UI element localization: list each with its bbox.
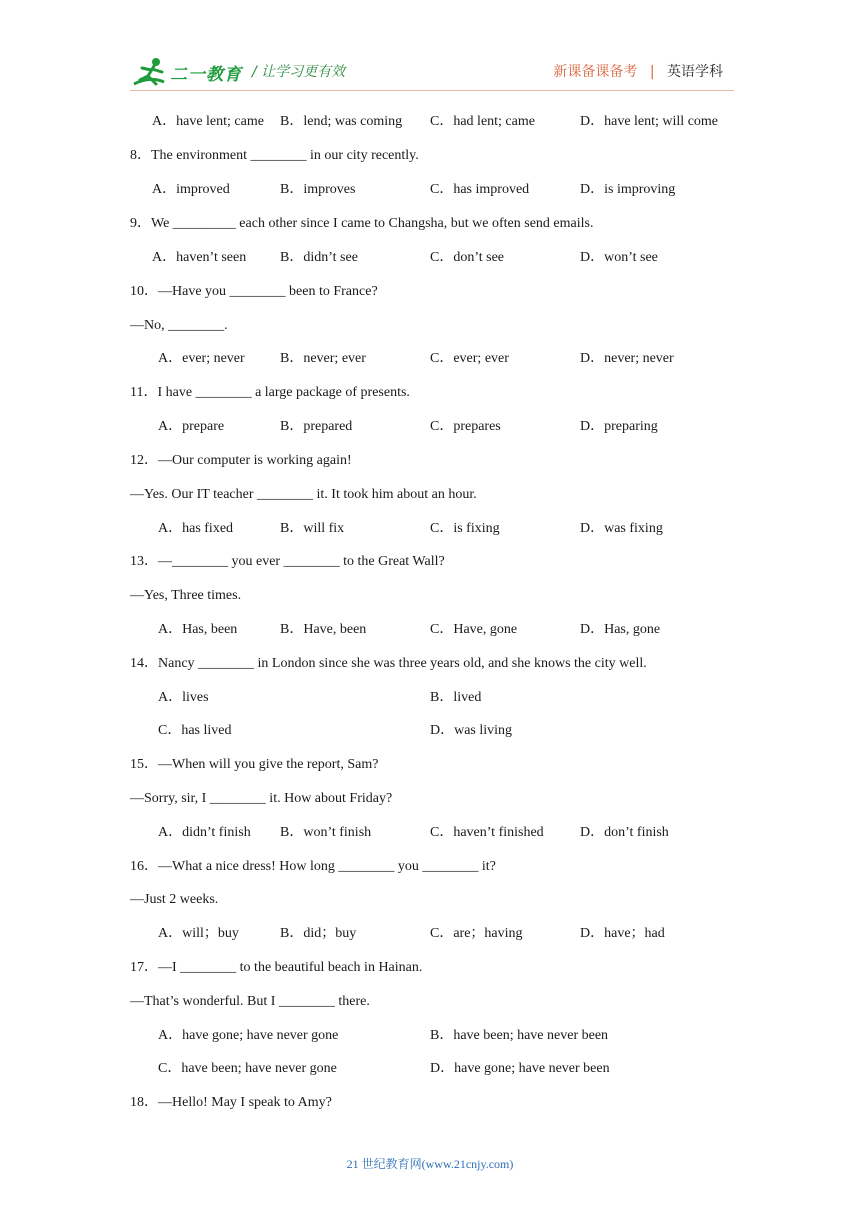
answer-option: C．have been; have never gone [158, 1061, 337, 1076]
answer-option: D．was fixing [580, 521, 663, 536]
answer-option: C．prepares [430, 419, 501, 434]
answer-option: C．had lent; came [430, 114, 535, 129]
question-text: 12．—Our computer is working again! [130, 453, 352, 468]
answer-option: D．have lent; will come [580, 114, 719, 129]
header-course: 新课备课备考 [553, 64, 638, 80]
answer-option: D．won’t see [580, 250, 658, 265]
answer-option: A．prepare [158, 419, 225, 434]
question-text: 8．The environment ________ in our city recently. [130, 148, 419, 163]
answer-option: B．Have, been [280, 622, 367, 637]
answer-option: A．lives [158, 690, 209, 705]
answer-option: C．is fixing [430, 521, 500, 536]
question-text: 14．Nancy ________ in London since she was three years old, and she knows the city well. [130, 656, 647, 671]
header-subject: 英语学科 [667, 64, 723, 80]
question-text: 16．—What a nice dress! How long ________ you ________ it? [130, 859, 496, 874]
question-text: 13．—________ you ever ________ to the Great Wall? [130, 554, 445, 569]
answer-option: A．will；buy [158, 926, 239, 941]
answer-option: A．haven’t seen [152, 250, 247, 265]
answer-option: C．has lived [158, 723, 232, 738]
answer-option: D．is improving [580, 182, 676, 197]
answer-option: B．won’t finish [280, 825, 372, 840]
answer-option: D．never; never [580, 351, 674, 366]
answer-option: C．Have, gone [430, 622, 518, 637]
answer-option: A．didn’t finish [158, 825, 251, 840]
answer-option: B．didn’t see [280, 250, 358, 265]
answer-option: C．are；having [430, 926, 523, 941]
answer-option: C．ever; ever [430, 351, 509, 366]
question-text: 10．—Have you ________ been to France? [130, 284, 378, 299]
question-text: —Yes, Three times. [130, 588, 242, 603]
question-text: 18．—Hello! May I speak to Amy? [130, 1095, 332, 1110]
header-slogan: / 让学习更有效 [252, 64, 346, 80]
answer-option: D．have gone; have never been [430, 1061, 610, 1076]
logo-text: 二一教育 [170, 65, 242, 85]
answer-option: C．haven’t finished [430, 825, 544, 840]
answer-option: A．has fixed [158, 521, 234, 536]
answer-option: D．preparing [580, 419, 658, 434]
question-text: —Yes. Our IT teacher ________ it. It took him about an hour. [130, 487, 477, 502]
page-header [0, 0, 860, 100]
answer-option: A．Has, been [158, 622, 238, 637]
header-divider [130, 90, 734, 91]
answer-option: A．improved [152, 182, 230, 197]
question-text: 9．We _________ each other since I came to Changsha, but we often send emails. [130, 216, 594, 231]
answer-option: D．was living [430, 723, 513, 738]
question-text: —No, ________. [130, 318, 228, 333]
answer-option: B．lend; was coming [280, 114, 403, 129]
answer-option: B．prepared [280, 419, 353, 434]
header-right [553, 61, 723, 81]
question-text: 17．—I ________ to the beautiful beach in Hainan. [130, 960, 423, 975]
answer-option: B．improves [280, 182, 356, 197]
answer-option: A．have gone; have never gone [158, 1028, 339, 1043]
answer-option: B．lived [430, 690, 482, 705]
answer-option: B．never; ever [280, 351, 366, 366]
answer-option: D．have；had [580, 926, 665, 941]
question-text: —That’s wonderful. But I ________ there. [130, 994, 370, 1009]
answer-option: B．will fix [280, 521, 345, 536]
answer-option: B．did；buy [280, 926, 357, 941]
answer-option: B．have been; have never been [430, 1028, 609, 1043]
question-text: —Sorry, sir, I ________ it. How about Friday? [130, 791, 393, 806]
answer-option: D．don’t finish [580, 825, 669, 840]
answer-option: A．have lent; came [152, 114, 264, 129]
answer-option: D．Has, gone [580, 622, 661, 637]
question-text: —Just 2 weeks. [130, 892, 219, 907]
page-footer: 21 世纪教育网(www.21cnjy.com) [346, 1157, 514, 1171]
header-separator: | [649, 64, 655, 80]
question-text: 15．—When will you give the report, Sam? [130, 757, 379, 772]
answer-option: A．ever; never [158, 351, 245, 366]
question-text: 11．I have ________ a large package of presents. [130, 385, 410, 400]
answer-option: C．has improved [430, 182, 530, 197]
answer-option: C．don’t see [430, 250, 505, 265]
